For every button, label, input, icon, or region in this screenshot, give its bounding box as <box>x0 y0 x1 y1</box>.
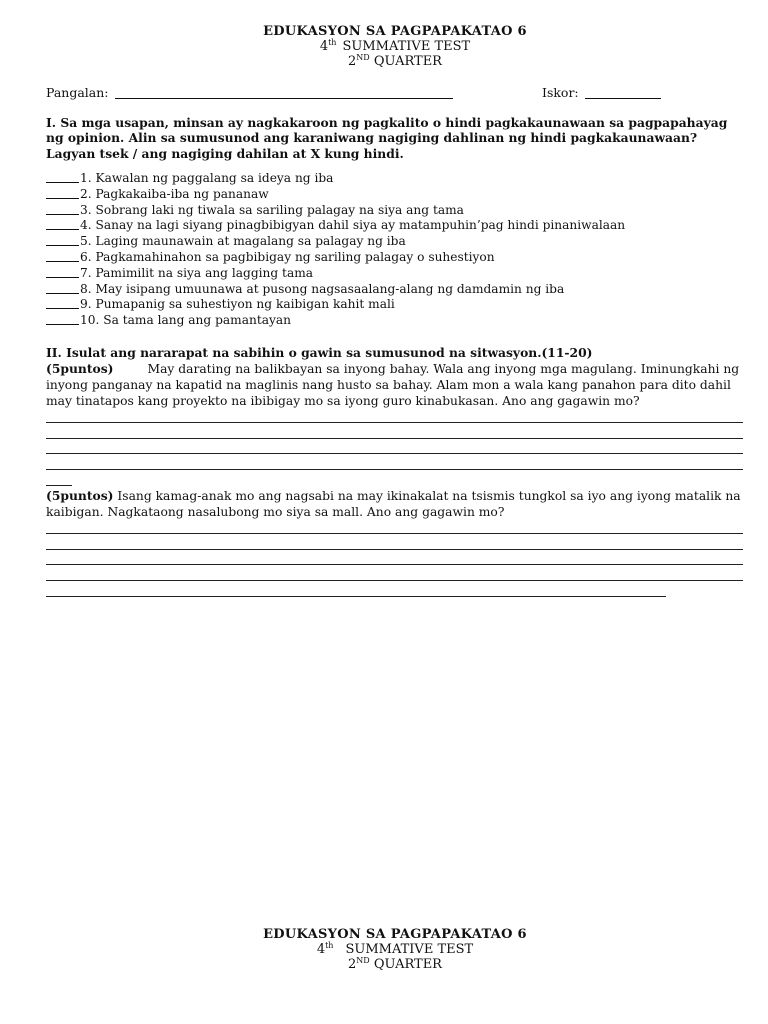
item-text: 8. May isipang umuunawa at pusong nagsasaalang-alang ng damdamin ng iba <box>80 281 565 296</box>
situation-1 <box>46 361 746 409</box>
answer-blank[interactable] <box>46 282 79 294</box>
score-group <box>542 85 661 100</box>
answer-line[interactable] <box>46 470 72 486</box>
answer-line[interactable] <box>46 565 743 581</box>
situation-2 <box>46 488 746 520</box>
part2-instruction: II. Isulat ang nararapat na sabihin o gawin sa sumusunod na sitwasyon.(11-20) <box>46 345 593 360</box>
test-label: SUMMATIVE TEST <box>345 942 474 957</box>
subject-title: EDUKASYON SA PAGPAPAKATAO 6 <box>263 24 527 39</box>
test-number: 4 <box>319 39 329 54</box>
answer-blank[interactable] <box>46 218 79 230</box>
list-item <box>46 250 646 266</box>
quarter-label: QUARTER <box>373 957 442 972</box>
answer-blank[interactable] <box>46 266 79 278</box>
item-text: 3. Sobrang laki ng tiwala sa sariling palagay na siya ang tama <box>80 202 464 217</box>
name-blank[interactable] <box>115 86 453 99</box>
answer-blank[interactable] <box>46 203 79 215</box>
list-item <box>46 266 646 282</box>
answer-line[interactable] <box>46 581 666 597</box>
answer-blank[interactable] <box>46 171 79 183</box>
item-text: 10. Sa tama lang ang pamantayan <box>80 313 291 328</box>
item-text: 4. Sanay na lagi siyang pinagbibigyan dahil siya ay matampuhin’pag hindi pinaniwalaan <box>80 218 626 233</box>
list-item <box>46 313 646 329</box>
item-text: 7. Pamimilit na siya ang lagging tama <box>80 265 314 280</box>
subject-title: EDUKASYON SA PAGPAPAKATAO 6 <box>263 927 527 942</box>
answer-line[interactable] <box>46 407 743 423</box>
test-suffix: th <box>325 941 334 950</box>
worksheet-header <box>0 24 768 69</box>
list-item <box>46 297 646 313</box>
situation-text: Isang kamag-anak mo ang nagsabi na may ikinakalat na tsismis tungkol sa iyo ang iyong matalik na kaibigan. Nagkataong nasalubong mo siya sa mall. Ano ang gagawin mo? <box>46 489 741 519</box>
item-text: 9. Pumapanig sa suhestiyon ng kaibigan kahit mali <box>80 297 395 312</box>
answer-blank[interactable] <box>46 250 79 262</box>
test-line <box>0 942 768 957</box>
answer-line[interactable] <box>46 454 743 470</box>
answer-line[interactable] <box>46 423 743 439</box>
item-text: 1. Kawalan ng paggalang sa ideya ng iba <box>80 171 334 185</box>
footer-header <box>0 927 768 972</box>
list-item <box>46 234 646 250</box>
quarter-suffix: ND <box>356 956 370 965</box>
situation-points: (5puntos) <box>46 488 114 503</box>
name-label: Pangalan: <box>46 85 109 100</box>
test-number: 4 <box>316 942 326 957</box>
answer-lines-1[interactable] <box>46 407 743 486</box>
answer-blank[interactable] <box>46 234 79 246</box>
answer-line[interactable] <box>46 439 743 455</box>
item-text: 6. Pagkamahinahon sa pagbibigay ng sariling palagay o suhestiyon <box>80 249 495 264</box>
quarter-label: QUARTER <box>373 54 442 69</box>
item-text: 2. Pagkakaiba-iba ng pananaw <box>80 186 269 201</box>
score-label: Iskor: <box>542 85 579 100</box>
test-line <box>0 39 768 54</box>
answer-lines-2[interactable] <box>46 518 743 597</box>
answer-line[interactable] <box>46 550 743 566</box>
answer-blank[interactable] <box>46 187 79 199</box>
student-info-row <box>46 85 706 100</box>
quarter-line <box>0 957 768 972</box>
answer-line[interactable] <box>46 518 743 534</box>
quarter-number: 2 <box>348 957 357 972</box>
situation-text: May darating na balikbayan sa inyong bahay. Wala ang inyong mga magulang. Iminungkahi ng inyong panganay na kapatid na maglinis nang husto sa bahay. Alam mon a wala kang panahon para dito dahil may tinatapos kang proyekto na ibibigay mo sa iyong guro kinabukasan. Ano ang gagawin mo? <box>46 362 740 408</box>
item-text: 5. Laging maunawain at magalang sa palagay ng iba <box>80 234 406 249</box>
list-item <box>46 187 646 203</box>
answer-blank[interactable] <box>46 313 79 325</box>
quarter-line <box>0 54 768 69</box>
situation-points: (5puntos) <box>46 361 114 376</box>
answer-blank[interactable] <box>46 297 79 309</box>
test-label: SUMMATIVE TEST <box>342 39 471 54</box>
list-item <box>46 282 646 298</box>
answer-line[interactable] <box>46 534 743 550</box>
list-item <box>46 203 646 219</box>
list-item <box>46 218 646 234</box>
quarter-suffix: ND <box>356 53 370 62</box>
test-suffix: th <box>328 38 337 47</box>
score-blank[interactable] <box>585 86 661 99</box>
part1-item-list <box>46 171 646 329</box>
part1-instruction: I. Sa mga usapan, minsan ay nagkakaroon ng pagkalito o hindi pagkakaunawaan sa pagpapahayag ng opinion. Alin sa sumusunod ang karaniwang nagiging dahlinan ng hindi pagkakaunawaan? Lagyan tsek / ang nagiging dahilan at X kung hindi. <box>46 115 728 161</box>
quarter-number: 2 <box>348 54 357 69</box>
list-item <box>46 171 646 187</box>
